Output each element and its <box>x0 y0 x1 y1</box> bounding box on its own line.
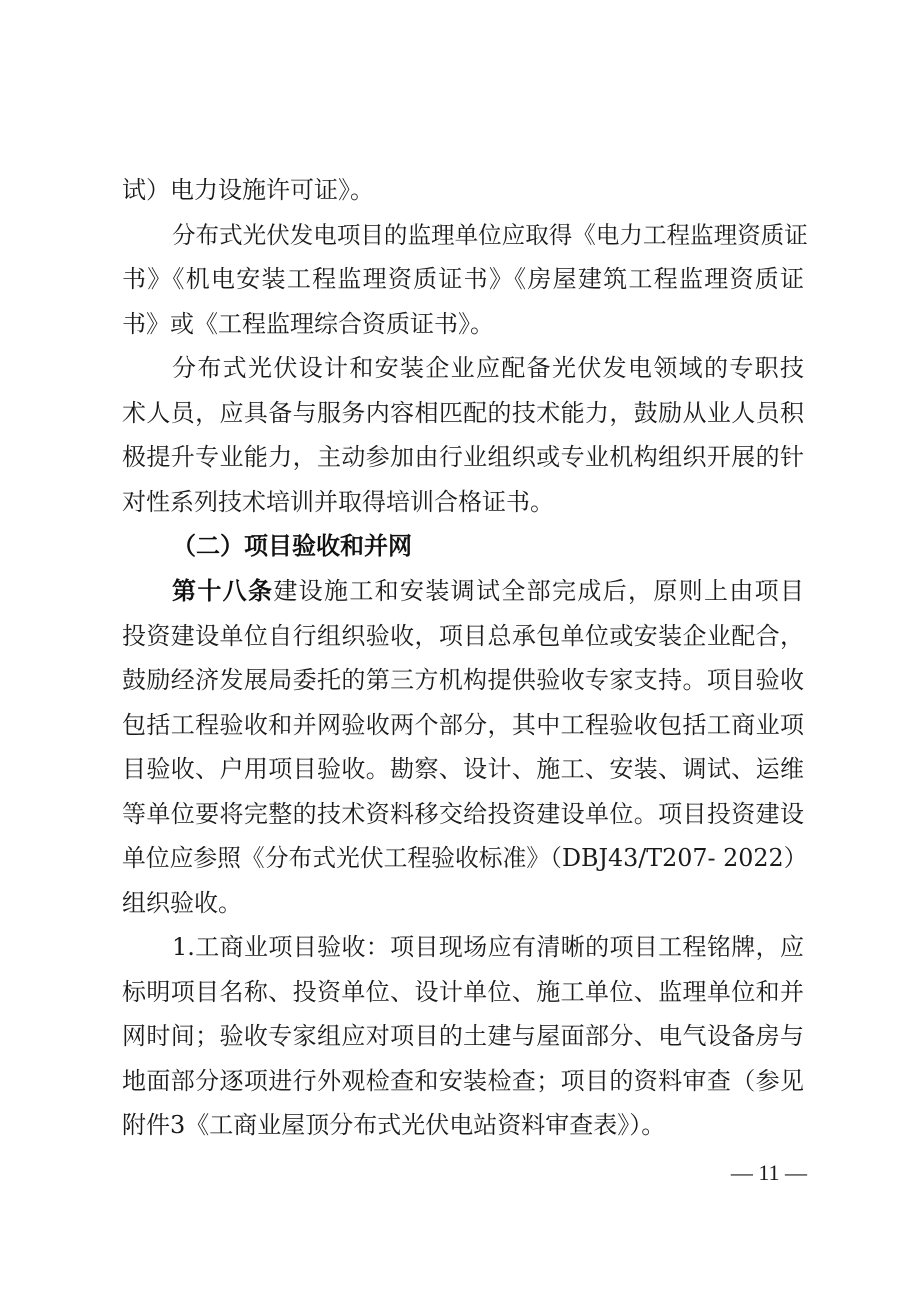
body-text-line: 投资建设单位自行组织验收，项目总承包单位或安装企业配合， <box>122 622 804 650</box>
body-text-line: 地面部分逐项进行外观检查和安装检查；项目的资料审查（参见 <box>122 1067 804 1095</box>
page-number: — 11 — <box>730 1160 807 1185</box>
body-text-line: 书》或《工程监理综合资质证书》。 <box>122 310 494 338</box>
body-text-line: 附件3《工商业屋顶分布式光伏电站资料审查表》）。 <box>122 1111 666 1139</box>
body-text-line: 术人员，应具备与服务内容相匹配的技术能力，鼓励从业人员积 <box>122 399 804 427</box>
body-text-line: 等单位要将完整的技术资料移交给投资建设单位。项目投资建设 <box>122 800 804 828</box>
article-first-line-text: 建设施工和安装调试全部完成后，原则上由项目 <box>273 577 805 605</box>
body-text-line: 单位应参照《分布式光伏工程验收标准》（DBJ43/T207- 2022） <box>122 844 808 872</box>
body-text-line: 分布式光伏发电项目的监理单位应取得《电力工程监理资质证 <box>172 221 808 249</box>
article-first-line <box>172 576 804 606</box>
body-text-line: 组织验收。 <box>122 889 242 917</box>
list-item-line: 1.工商业项目验收：项目现场应有清晰的项目工程铭牌，应 <box>172 933 804 961</box>
body-text-line: 书》《机电安装工程监理资质证书》《房屋建筑工程监理资质证 <box>122 265 804 293</box>
body-text-line: 包括工程验收和并网验收两个部分，其中工程验收包括工商业项 <box>122 711 804 739</box>
article-label: 第十八条 <box>172 577 274 605</box>
body-text-line: 网时间；验收专家组应对项目的土建与屋面部分、电气设备房与 <box>122 1022 804 1050</box>
body-text-line: 极提升专业能力，主动参加由行业组织或专业机构组织开展的针 <box>122 443 804 471</box>
body-text-line: 试）电力设施许可证》。 <box>122 176 374 204</box>
body-text-line: 分布式光伏设计和安装企业应配备光伏发电领域的专职技 <box>172 354 804 382</box>
body-text-line: 标明项目名称、投资单位、设计单位、施工单位、监理单位和并 <box>122 978 804 1006</box>
section-heading: （二）项目验收和并网 <box>172 532 412 560</box>
body-text-line: 鼓励经济发展局委托的第三方机构提供验收专家支持。项目验收 <box>122 666 804 694</box>
body-text-line: 目验收、户用项目验收。勘察、设计、施工、安装、调试、运维 <box>122 755 804 783</box>
body-text-line: 对性系列技术培训并取得培训合格证书。 <box>122 488 554 516</box>
